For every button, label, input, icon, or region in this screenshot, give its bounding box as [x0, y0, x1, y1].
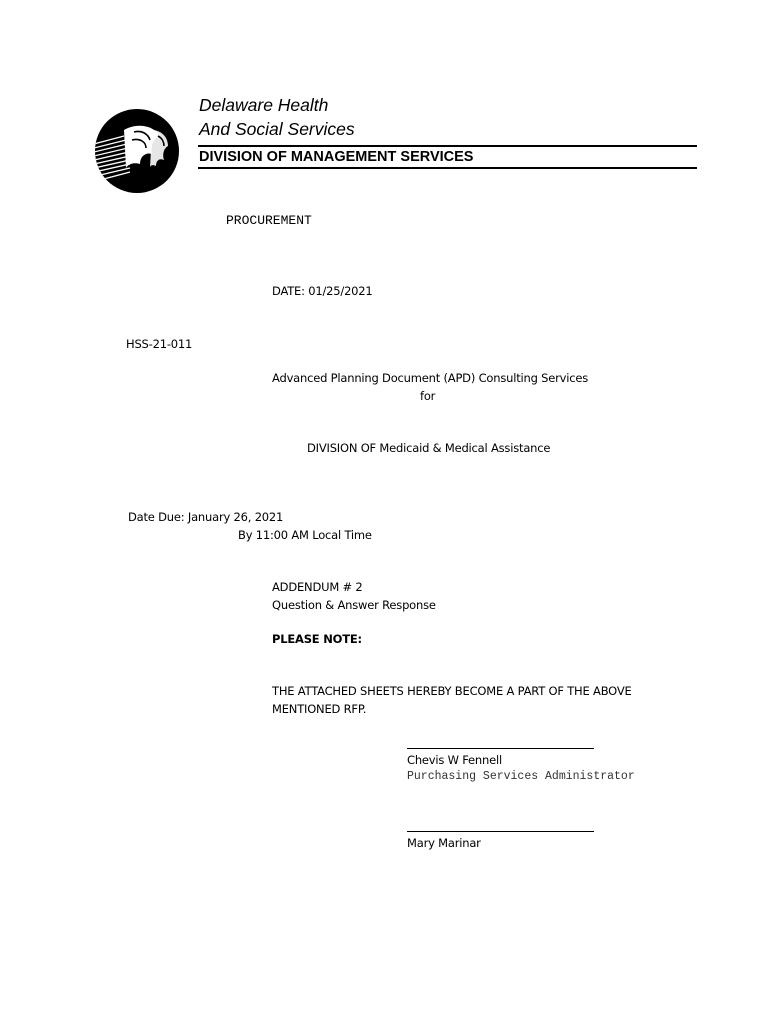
notice-line-1: THE ATTACHED SHEETS HEREBY BECOME A PART OF THE ABOVE [272, 684, 632, 698]
rfp-number: HSS-21-011 [126, 337, 193, 351]
letterhead-rule-top [198, 145, 697, 147]
addendum-subtitle: Question & Answer Response [272, 598, 436, 612]
document-date: DATE: 01/25/2021 [272, 284, 373, 298]
division-heading: DIVISION OF MANAGEMENT SERVICES [199, 149, 474, 165]
due-time: By 11:00 AM Local Time [238, 528, 372, 542]
dhss-seal-icon [94, 108, 180, 194]
signature-line [407, 831, 594, 832]
division-name: DIVISION OF Medicaid & Medical Assistance [307, 441, 551, 455]
letterhead-rule-bottom [198, 167, 697, 169]
signature-line [407, 748, 594, 749]
notice-line-2: MENTIONED RFP. [272, 702, 367, 716]
rfp-for: for [420, 389, 436, 403]
due-date: Date Due: January 26, 2021 [128, 510, 284, 524]
addendum-title: ADDENDUM # 2 [272, 580, 363, 594]
please-note-label: PLEASE NOTE: [272, 632, 362, 646]
signatory-title: Purchasing Services Administrator [407, 770, 635, 783]
org-name-line-1: Delaware Health [199, 95, 329, 115]
rfp-title: Advanced Planning Document (APD) Consulting Services [272, 371, 589, 385]
signatory-name: Mary Marinar [407, 836, 481, 850]
org-name-line-2: And Social Services [199, 119, 355, 139]
signatory-name: Chevis W Fennell [407, 753, 502, 767]
section-label: PROCUREMENT [226, 213, 312, 228]
